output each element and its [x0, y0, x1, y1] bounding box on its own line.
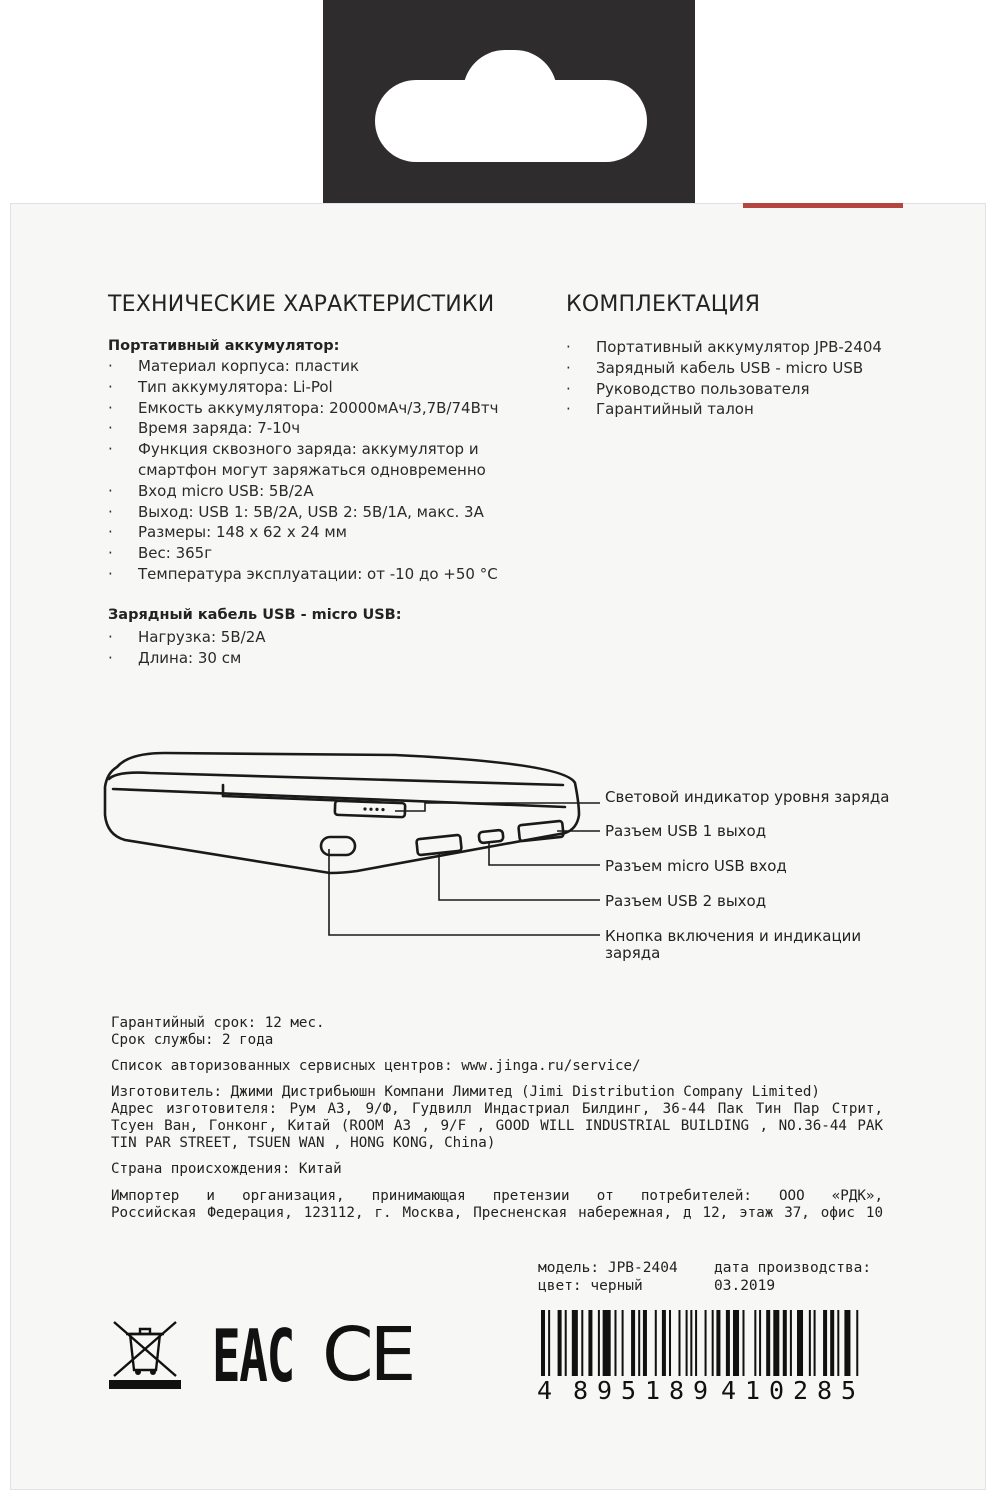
barcode-digit: 1 — [645, 1376, 661, 1405]
power-bank-diagram — [95, 745, 605, 945]
led-dot — [369, 808, 372, 811]
barcode-bar — [678, 1310, 680, 1380]
barcode-bar — [726, 1310, 730, 1380]
spec-item: · Длина: 30 см — [108, 648, 266, 669]
barcode-digit: 9 — [597, 1376, 613, 1405]
callout-usb2: Разъем USB 2 выход — [605, 892, 767, 910]
power-bank-top-edge — [109, 773, 563, 785]
ce-mark: CE — [322, 1312, 413, 1398]
barcode-bar — [588, 1310, 592, 1380]
origin-text: Страна происхождения: Китай — [111, 1161, 342, 1177]
barcode-bar — [622, 1310, 624, 1380]
spec-item: · Выход: USB 1: 5В/2А, USB 2: 5В/1А, макс. 3А — [108, 502, 498, 523]
spec-item: · Емкость аккумулятора: 20000мАч/3,7В/74Втч — [108, 398, 498, 419]
barcode-bar — [766, 1310, 770, 1380]
spec-item: · Время заряда: 7-10ч — [108, 418, 498, 439]
barcode-bar — [733, 1310, 739, 1380]
barcode-bar — [759, 1310, 761, 1380]
barcode-bar — [655, 1310, 657, 1380]
barcode-bar — [773, 1310, 779, 1380]
production-date-value: 03.2019 — [714, 1278, 776, 1294]
barcode-bar — [844, 1310, 850, 1380]
callout-micro-usb: Разъем micro USB вход — [605, 857, 787, 875]
spec-item-continuation: смартфон могут заряжаться одновременно — [138, 460, 486, 479]
usb2-port — [416, 835, 461, 856]
led-dot — [363, 807, 366, 810]
barcode-bar — [662, 1310, 666, 1380]
production-date-label: дата производства: — [714, 1260, 872, 1276]
barcode-digit: 0 — [769, 1376, 785, 1405]
barcode-bar — [837, 1310, 839, 1380]
barcode-bar — [690, 1310, 692, 1380]
manufacturer-line: Тсуен Ван, Гонконг, Китай (ROOM A3 , 9/F , GOOD WILL INDUSTRIAL BUILDING , NO.36-44 PAK — [111, 1118, 883, 1134]
leader-power-button — [329, 849, 600, 935]
contents-title: КОМПЛЕКТАЦИЯ — [566, 292, 761, 317]
callout-power-button-cont: заряда — [605, 944, 661, 962]
barcode-bar — [686, 1310, 688, 1380]
barcode-digit: 9 — [693, 1376, 709, 1405]
importer-line: Российская Федерация, 123112, г. Москва, Пресненская набережная, д 12, этаж 37, офис 10 — [111, 1205, 883, 1221]
manufacturer-line: Изготовитель: Джими Дистрибьюшн Компани Лимитед (Jimi Distribution Company Limited) — [111, 1084, 820, 1100]
color-text: цвет: черный — [538, 1278, 643, 1294]
weee-bin-icon — [108, 1318, 184, 1392]
barcode-bar — [565, 1310, 567, 1380]
battery-heading: Портативный аккумулятор: — [108, 338, 340, 354]
cable-spec-list — [108, 627, 266, 669]
barcode-bar — [809, 1310, 811, 1380]
spec-item: · Вес: 365г — [108, 543, 498, 564]
barcode-bar — [754, 1310, 756, 1380]
barcode-digit: 4 — [721, 1376, 737, 1405]
barcode-bar — [581, 1310, 583, 1380]
barcode-bar — [814, 1310, 816, 1380]
spec-item: · Материал корпуса: пластик — [108, 356, 498, 377]
barcode-digit: 5 — [841, 1376, 857, 1405]
barcode-digit: 8 — [817, 1376, 833, 1405]
spec-item: · Температура эксплуатации: от -10 до +50 °С — [108, 564, 498, 585]
cable-heading: Зарядный кабель USB - micro USB: — [108, 607, 402, 623]
eac-mark: ЕАС — [212, 1314, 294, 1398]
micro-usb-port — [479, 830, 504, 843]
barcode-digits — [537, 1376, 867, 1404]
callout-usb1: Разъем USB 1 выход — [605, 822, 767, 840]
contents-item: · Портативный аккумулятор JPB-2404 — [566, 337, 882, 358]
barcode-bar — [631, 1310, 635, 1380]
barcode-bar — [603, 1310, 611, 1380]
specs-title: ТЕХНИЧЕСКИЕ ХАРАКТЕРИСТИКИ — [108, 292, 495, 317]
manufacturer-line: TIN PAR STREET, TSUEN WAN , HONG KONG, China) — [111, 1135, 496, 1151]
led-dot — [375, 808, 378, 811]
barcode-digit: 2 — [793, 1376, 809, 1405]
warranty-text: Гарантийный срок: 12 мес. — [111, 1015, 325, 1031]
barcode-bar — [716, 1310, 720, 1380]
accent-strip — [743, 203, 903, 208]
callout-indicator: Световой индикатор уровня заряда — [605, 788, 890, 806]
barcode-digit: 5 — [621, 1376, 637, 1405]
hang-tab — [323, 0, 695, 210]
barcode-bar — [643, 1310, 647, 1380]
callout-power-button: Кнопка включения и индикации — [605, 927, 862, 945]
barcode-bar — [638, 1310, 640, 1380]
usb1-port — [518, 821, 563, 842]
model-text: модель: JPB-2404 — [538, 1260, 678, 1276]
service-life-text: Срок службы: 2 года — [111, 1032, 274, 1048]
spec-item: · Размеры: 148 х 62 х 24 мм — [108, 522, 498, 543]
importer-line: Импортер и организация, принимающая претензии от потребителей: ООО «РДК», — [111, 1188, 883, 1204]
led-dot — [381, 808, 384, 811]
battery-spec-list — [108, 356, 498, 585]
barcode-digit: 1 — [745, 1376, 761, 1405]
barcode-bar — [572, 1310, 578, 1380]
contents-item: · Гарантийный талон — [566, 399, 882, 420]
power-button — [321, 837, 355, 855]
barcode-bar — [598, 1310, 600, 1380]
barcode-digit: 8 — [573, 1376, 589, 1405]
barcode-bar — [783, 1310, 787, 1380]
hang-hole — [375, 80, 647, 162]
leader-usb2 — [439, 853, 600, 900]
barcode-bar — [790, 1310, 792, 1380]
contents-item: · Зарядный кабель USB - micro USB — [566, 358, 882, 379]
contents-list — [566, 337, 882, 420]
power-bank-bevel — [113, 789, 565, 807]
barcode-digit: 8 — [669, 1376, 685, 1405]
barcode-digit: 4 — [537, 1376, 553, 1405]
barcode-bar — [830, 1310, 834, 1380]
barcode-bar — [742, 1310, 744, 1380]
service-centers-text: Список авторизованных сервисных центров: www.jinga.ru/service/ — [111, 1058, 641, 1074]
spec-item: · Вход micro USB: 5В/2А — [108, 481, 498, 502]
spec-item: · Тип аккумулятора: Li-Pol — [108, 377, 498, 398]
barcode-bar — [614, 1310, 616, 1380]
manufacturer-line: Адрес изготовителя: Рум А3, 9/Ф, Гудвилл Индастриал Билдинг, 36-44 Пак Тин Пар Стрит, — [111, 1101, 883, 1117]
barcode-bar — [558, 1310, 562, 1380]
barcode-bar — [669, 1310, 671, 1380]
barcode-bar — [823, 1310, 827, 1380]
contents-item: · Руководство пользователя — [566, 379, 882, 400]
spec-item: · Нагрузка: 5В/2А — [108, 627, 266, 648]
barcode-bar — [712, 1310, 714, 1380]
barcode-bar — [797, 1310, 803, 1380]
spec-item: · Функция сквозного заряда: аккумулятор и — [108, 439, 498, 460]
